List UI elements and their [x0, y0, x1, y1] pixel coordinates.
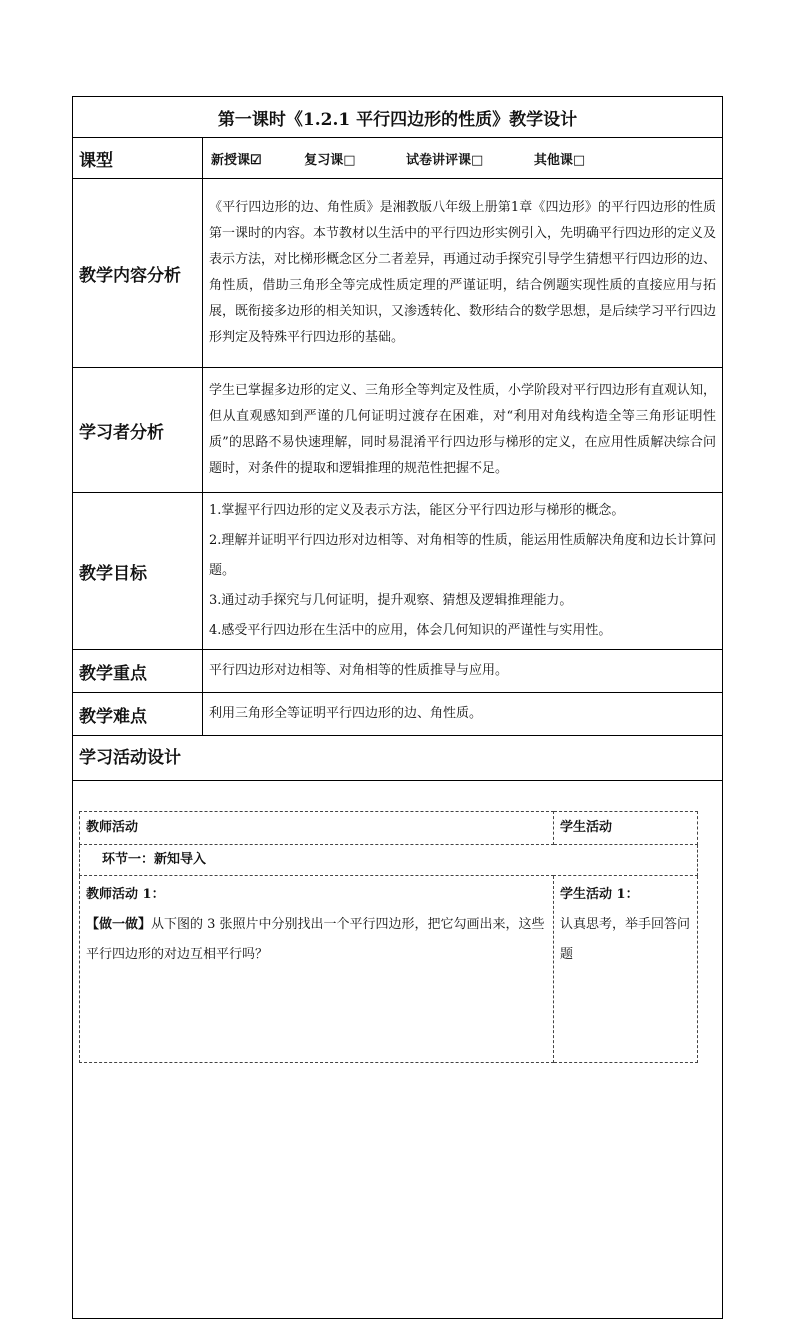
teacher-activity-text: 从下图的 3 张照片中分别找出一个平行四边形，把它勾画出来，这些平行四边形的对边互相平行吗？ [86, 917, 545, 962]
learner-analysis-label: 学习者分析 [73, 368, 203, 493]
student-activity-text: 认真思考，举手回答问题 [560, 917, 691, 962]
objective-item: 4.感受平行四边形在生活中的应用，体会几何知识的严谨性与实用性。 [209, 623, 612, 638]
activity-design-section [73, 736, 723, 1319]
difficulties-text: 利用三角形全等证明平行四边形的边、角性质。 [203, 693, 723, 736]
activity-design-label: 学习活动设计 [73, 736, 722, 781]
course-type-options [203, 138, 723, 179]
course-type-label: 课型 [73, 138, 203, 179]
teacher-activity-header: 教师活动 [80, 812, 554, 845]
difficulties-label: 教学难点 [73, 693, 203, 736]
teacher-activity-title: 教师活动 1： [86, 887, 165, 902]
course-type-review: 复习课□ [304, 152, 356, 168]
activity-tag: 【做一做】 [86, 917, 152, 932]
course-type-other: 其他课□ [533, 152, 586, 168]
document-title: 第一课时《1.2.1 平行四边形的性质》教学设计 [73, 97, 723, 138]
key-points-label: 教学重点 [73, 650, 203, 693]
student-activity-cell [554, 876, 698, 1063]
course-type-new: 新授课☑ [211, 152, 262, 168]
lesson-plan-table [72, 96, 723, 1319]
teacher-activity-cell [80, 876, 554, 1063]
student-activity-header: 学生活动 [554, 812, 698, 845]
student-activity-title: 学生活动 1： [560, 887, 639, 902]
objective-item: 1.掌握平行四边形的定义及表示方法，能区分平行四边形与梯形的概念。 [209, 503, 625, 518]
content-analysis-text: 《平行四边形的边、角性质》是湘教版八年级上册第1章《四边形》的平行四边形的性质第一课时的内容。本节教材以生活中的平行四边形实例引入，先明确平行四边形的定义及表示方法，对比梯形概念区分二者差异，再通过动手探究引导学生猜想平行四边形的边、角性质，借助三角形全等完成性质定理的严谨证明，结合例题实现性质的直接应用与拓展，既衔接多边形的相关知识，又渗透转化、数形结合的数学思想，是后续学习平行四边形判定及特殊平行四边形的基础。 [203, 179, 723, 368]
learner-analysis-text: 学生已掌握多边形的定义、三角形全等判定及性质，小学阶段对平行四边形有直观认知，但从直观感知到严谨的几何证明过渡存在困难，对“利用对角线构造全等三角形证明性质”的思路不易快速理解，同时易混淆平行四边形与梯形的定义，在应用性质解决综合问题时，对条件的提取和逻辑推理的规范性把握不足。 [203, 368, 723, 493]
teacher-activity-content [86, 910, 547, 970]
objectives-list [203, 493, 723, 650]
course-type-exam: 试卷讲评课□ [406, 152, 484, 168]
key-points-text: 平行四边形对边相等、对角相等的性质推导与应用。 [203, 650, 723, 693]
objective-item: 3.通过动手探究与几何证明，提升观察、猜想及逻辑推理能力。 [209, 593, 573, 608]
objective-item: 2.理解并证明平行四边形对边相等、对角相等的性质，能运用性质解决角度和边长计算问题。 [209, 533, 716, 578]
section-heading: 环节一：新知导入 [80, 845, 698, 876]
content-analysis-label: 教学内容分析 [73, 179, 203, 368]
objectives-label: 教学目标 [73, 493, 203, 650]
activity-table [79, 811, 698, 1063]
